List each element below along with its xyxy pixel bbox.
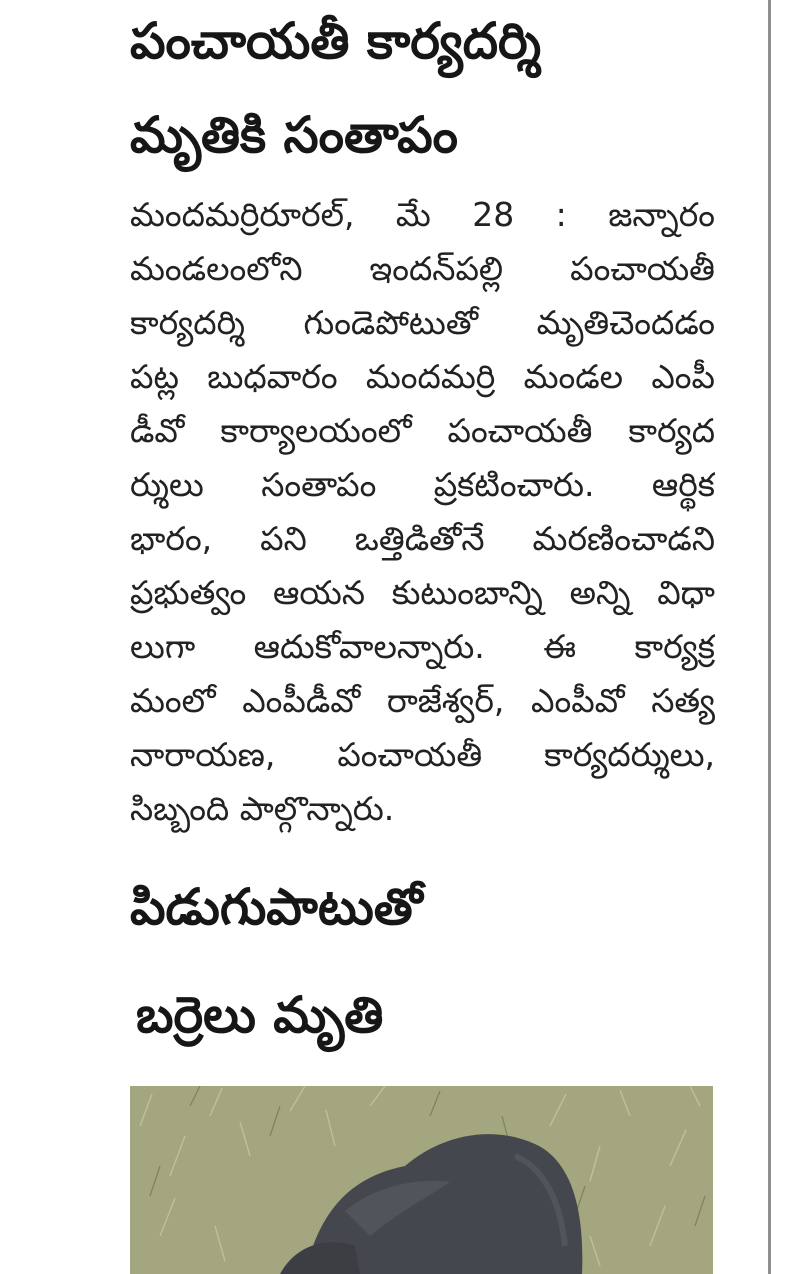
body-line: లుగా ఆదుకోవాలన్నారు. ఈ కార్యక్ర <box>130 627 715 666</box>
body-line: పట్ల బుధవారం మందమర్రి మండల ఎంపీ <box>130 357 715 396</box>
body-line: డీవో కార్యాలయంలో పంచాయతీ కార్యద <box>130 411 715 450</box>
body-line: మంలో ఎంపీడీవో రాజేశ్వర్, ఎంపీవో సత్య <box>130 681 715 720</box>
headline-line-1: పంచాయతీ కార్యదర్శి <box>130 12 542 70</box>
body-line: మందమర్రిరూరల్, మే 28 : జన్నారం <box>130 195 715 234</box>
body-line: భారం, పని ఒత్తిడితోనే మరణించాడని <box>130 519 715 558</box>
column-divider <box>768 0 771 1274</box>
body-line: మండలంలోని ఇందన్‌పల్లి పంచాయతీ <box>130 249 715 288</box>
body-line: సిబ్బంది పాల్గొన్నారు. <box>130 789 395 828</box>
second-headline-line-2: బర్రెలు మృతి <box>136 986 384 1044</box>
buffalo-photo-graphic <box>130 1086 713 1274</box>
body-line: కార్యదర్శి గుండెపోటుతో మృతిచెందడం <box>130 303 715 342</box>
second-headline-line-1: పిడుగుపాటుతో <box>130 878 423 936</box>
body-line: నారాయణ, పంచాయతీ కార్యదర్శులు, <box>130 735 715 774</box>
article-body <box>130 188 715 836</box>
body-line: ప్రభుత్వం ఆయన కుటుంబాన్ని అన్ని విధా <box>130 573 715 612</box>
body-line: ర్శులు సంతాపం ప్రకటించారు. ఆర్థిక <box>130 465 715 504</box>
headline-line-2: మృతికి సంతాపం <box>130 106 459 164</box>
buffalo-photo <box>130 1086 713 1274</box>
